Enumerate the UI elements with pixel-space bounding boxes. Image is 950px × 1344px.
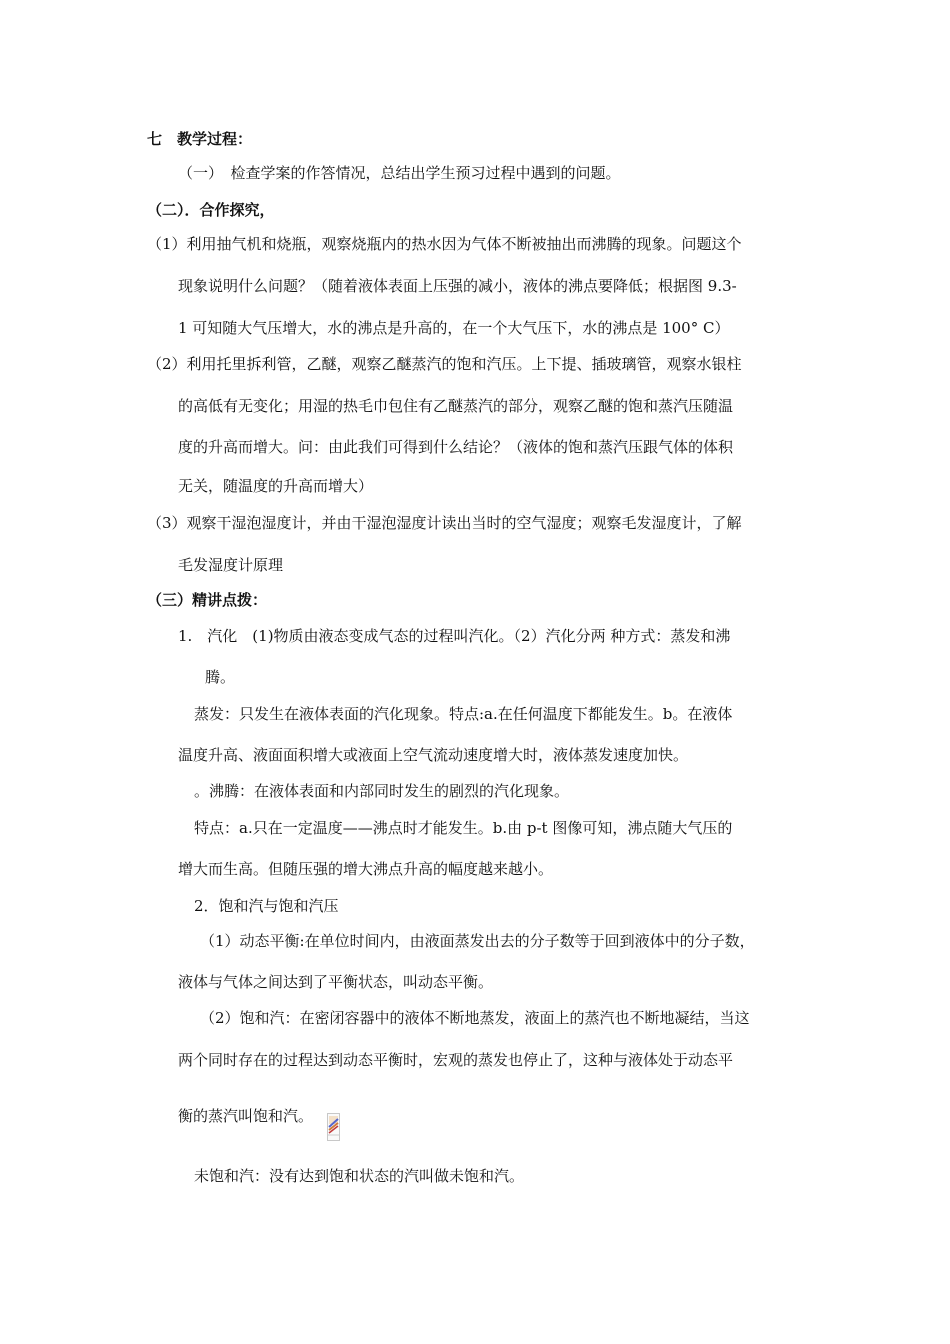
step-one: （一） 检查学案的作答情况，总结出学生预习过程中遇到的问题。	[178, 164, 621, 182]
paragraph-line: 。沸腾：在液体表面和内部同时发生的剧烈的汽化现象。	[194, 782, 570, 800]
paragraph-line: 现象说明什么问题？（随着液体表面上压强的减小，液体的沸点要降低；根据图 9.3-	[178, 277, 737, 295]
paragraph-line: 两个同时存在的过程达到动态平衡时，宏观的蒸发也停止了，这种与液体处于动态平	[178, 1051, 734, 1069]
paragraph-line: 1. 汽化 (1)物质由液态变成气态的过程叫汽化。（2）汽化分两 种方式：蒸发和沸	[178, 627, 731, 645]
paragraph-line: 无关，随温度的升高而增大）	[178, 477, 374, 495]
paragraph-line: （2）饱和汽：在密闭容器中的液体不断地蒸发，液面上的蒸汽也不断地凝结，当这	[200, 1009, 750, 1027]
paragraph-line: 2．饱和汽与饱和汽压	[194, 897, 339, 915]
paragraph-line: （2）利用托里拆利管，乙醚，观察乙醚蒸汽的饱和汽压。上下提、插玻璃管，观察水银柱	[147, 355, 742, 373]
step-two-heading: （二）．合作探究，	[147, 201, 275, 219]
paragraph-line: 度的升高而增大。问：由此我们可得到什么结论？（液体的饱和蒸汽压跟气体的体积	[178, 438, 734, 456]
step-three-heading: （三）精讲点拨：	[147, 591, 268, 609]
section-heading: 七 教学过程：	[147, 130, 253, 148]
paragraph-line: 增大而生高。但随压强的增大沸点升高的幅度越来越小。	[178, 860, 554, 878]
paragraph-line: 温度升高、液面面积增大或液面上空气流动速度增大时，液体蒸发速度加快。	[178, 746, 689, 764]
paragraph-line: 未饱和汽：没有达到饱和状态的汽叫做未饱和汽。	[194, 1167, 525, 1185]
paragraph-line: 的高低有无变化；用湿的热毛巾包住有乙醚蒸汽的部分，观察乙醚的饱和蒸汽压随温	[178, 397, 734, 415]
paragraph-line: 衡的蒸汽叫饱和汽。	[178, 1107, 314, 1125]
paragraph-line: 1 可知随大气压增大，水的沸点是升高的，在一个大气压下，水的沸点是 100° C）	[178, 319, 730, 337]
paragraph-line: 特点：a.只在一定温度——沸点时才能发生。b.由 p-t 图像可知，沸点随大气压的	[194, 819, 733, 837]
paragraph-line: （1）动态平衡:在单位时间内，由液面蒸发出去的分子数等于回到液体中的分子数，	[200, 932, 755, 950]
paragraph-line: 腾。	[205, 668, 236, 686]
broken-image-icon	[327, 1113, 340, 1141]
paragraph-line: （3）观察干湿泡湿度计，并由干湿泡湿度计读出当时的空气湿度；观察毛发湿度计，了解	[147, 514, 742, 532]
paragraph-line: 液体与气体之间达到了平衡状态，叫动态平衡。	[178, 973, 494, 991]
paragraph-line: （1）利用抽气机和烧瓶，观察烧瓶内的热水因为气体不断被抽出而沸腾的现象。问题这个	[147, 235, 742, 253]
paragraph-line: 蒸发：只发生在液体表面的汽化现象。特点:a.在任何温度下都能发生。b。在液体	[194, 705, 733, 723]
paragraph-line: 毛发湿度计原理	[178, 556, 284, 574]
